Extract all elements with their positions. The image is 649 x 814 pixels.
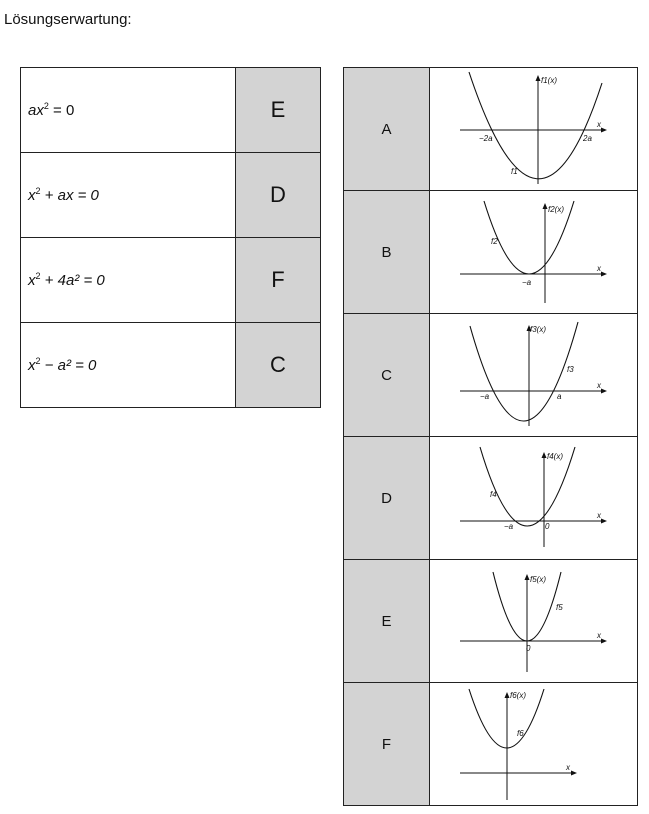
answer-cell: D [236, 153, 321, 238]
graph-row [344, 683, 638, 806]
equation-cell: $x^2 + 4a^2 = 0$ [21, 238, 236, 323]
graph-f1 [430, 68, 637, 190]
solution-heading: Lösungserwartung: [4, 11, 132, 28]
graph-row [344, 314, 638, 437]
graph-label: D [344, 437, 430, 560]
x-axis-label: x [597, 264, 601, 273]
x-axis-label: x [597, 631, 601, 640]
y-axis-arrow [525, 574, 530, 580]
answer-cell: E [236, 68, 321, 153]
tick-label: a [557, 392, 562, 401]
graph-cell [430, 68, 638, 191]
x-axis-label: x [597, 120, 601, 129]
parabola-f1 [469, 72, 602, 179]
x-axis-arrow [601, 272, 607, 277]
graph-label: E [344, 560, 430, 683]
answer-cell: F [236, 238, 321, 323]
curve-label: f1 [511, 167, 518, 176]
graph-f6 [430, 683, 637, 805]
tick-label: −a [480, 392, 490, 401]
graph-cell [430, 437, 638, 560]
equation-cell: $x^2 - a^2 = 0$ [21, 323, 236, 408]
function-label: f6(x) [510, 691, 526, 700]
tick-label: 2a [583, 134, 592, 143]
x-axis-arrow [601, 389, 607, 394]
equation-row [21, 153, 321, 238]
graph-f5 [430, 560, 637, 682]
y-axis-arrow [536, 75, 541, 81]
x-axis-arrow [601, 639, 607, 644]
x-axis-arrow [601, 128, 607, 133]
x-axis-arrow [571, 771, 577, 776]
tick-label: 0 [545, 522, 550, 531]
tick-label: −a [504, 522, 514, 531]
graph-label: B [344, 191, 430, 314]
graph-cell [430, 560, 638, 683]
graph-f3 [430, 314, 637, 436]
answer-cell: C [236, 323, 321, 408]
graph-row [344, 437, 638, 560]
tick-label: −a [522, 278, 532, 287]
function-label: f3(x) [530, 325, 546, 334]
function-label: f2(x) [548, 205, 564, 214]
x-axis-label: x [597, 381, 601, 390]
y-axis-arrow [543, 203, 548, 209]
tick-label: 0 [526, 644, 531, 653]
function-label: f4(x) [547, 452, 563, 461]
curve-label: f2 [491, 237, 498, 246]
curve-label: f5 [556, 603, 563, 612]
tick-label: −2a [479, 134, 493, 143]
graph-table [343, 67, 638, 806]
equation-cell: $x^2$ + ax = 0 [21, 153, 236, 238]
curve-label: f6 [517, 729, 524, 738]
y-axis-arrow [542, 452, 547, 458]
graph-row [344, 68, 638, 191]
graph-label: A [344, 68, 430, 191]
x-axis-label: x [566, 763, 570, 772]
equation-row [21, 323, 321, 408]
equation-cell: $ax^2 = 0$ [21, 68, 236, 153]
graph-label: F [344, 683, 430, 806]
graph-cell [430, 191, 638, 314]
equation-row [21, 238, 321, 323]
graph-row [344, 560, 638, 683]
equation-table [20, 67, 321, 408]
parabola-f3 [470, 322, 578, 421]
graph-cell [430, 314, 638, 437]
graph-cell [430, 683, 638, 806]
equation-row [21, 68, 321, 153]
x-axis-arrow [601, 519, 607, 524]
curve-label: f4 [490, 490, 497, 499]
function-label: f5(x) [530, 575, 546, 584]
graph-row [344, 191, 638, 314]
curve-label: f3 [567, 365, 574, 374]
graph-f2 [430, 191, 637, 313]
graph-label: C [344, 314, 430, 437]
x-axis-label: x [597, 511, 601, 520]
y-axis-arrow [505, 692, 510, 698]
function-label: f1(x) [541, 76, 557, 85]
graph-f4 [430, 437, 637, 559]
